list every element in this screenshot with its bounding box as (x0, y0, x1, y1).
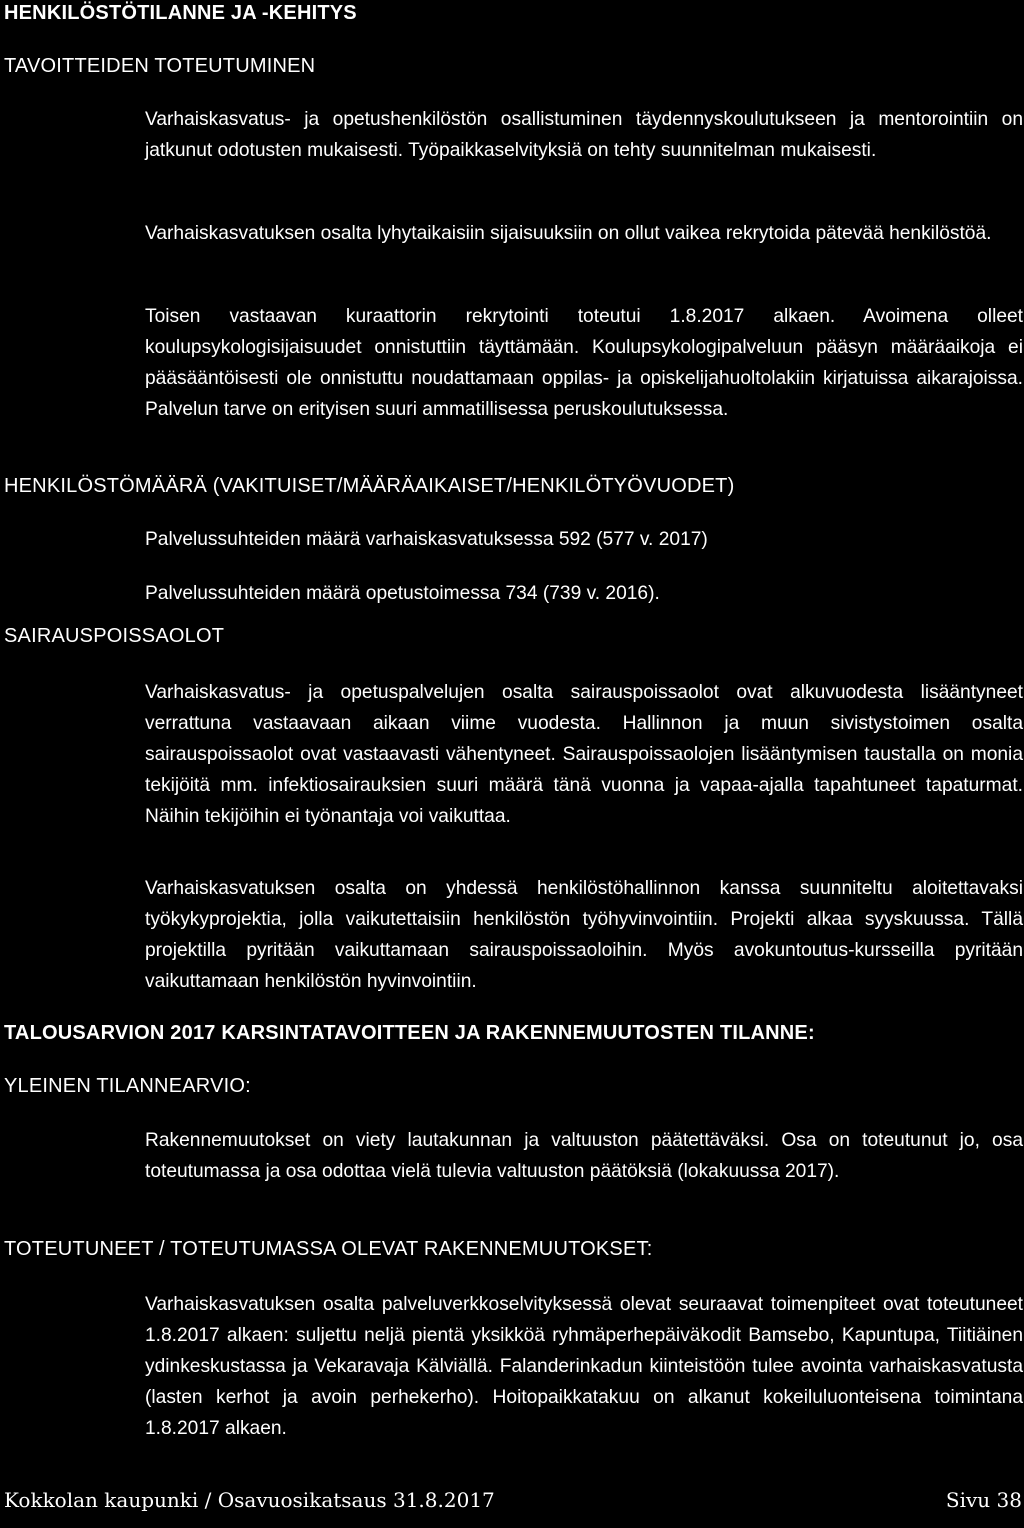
paragraph-goals-recruitment: Varhaiskasvatuksen osalta lyhytaikaisiin sijaisuuksiin on ollut vaikea rekrytoida pätevää henkilöstöä. (145, 223, 992, 244)
text-headcount-early-education: Palvelussuhteiden määrä varhaiskasvatuksessa 592 (577 v. 2017) (145, 529, 708, 550)
heading-general-assessment: YLEINEN TILANNEARVIO: (4, 1075, 251, 1097)
paragraph-realized-changes: Varhaiskasvatuksen osalta palveluverkkoselvityksessä olevat seuraavat toimenpiteet ovat toteutuneet 1.8.2017 alkaen: suljettu neljä pientä yksikköä ryhmäperhepäiväkodit Bamsebo, Kapuntupa, Tiitiäinen ydinkeskustassa ja Vekaravaja Kälviällä. Falanderinkadun kiinteistöön tulee avointa varhaiskasvatusta (lasten kerhot ja avoin perhekerho). Hoitopaikkatakuu on alkanut kokeiluluonteisena toimintana 1.8.2017 alkaen. (145, 1294, 1023, 1439)
paragraph-sick-leave-trend: Varhaiskasvatus- ja opetuspalvelujen osalta sairauspoissaolot ovat alkuvuodesta lisääntyneet verrattuna vastaavaan aikaan viime vuodesta. Hallinnon ja muun sivistystoimen osalta sairauspoissaolot ovat vastaavasti vähentyneet. Sairauspoissaolojen lisääntymisen taustalla on monia tekijöitä mm. infektiosairauksien suuri määrä tänä vuonna ja vapaa-ajalla tapahtuneet tapaturmat. Näihin tekijöihin ei työnantaja voi vaikuttaa. (145, 682, 1023, 827)
paragraph-general-assessment: Rakennemuutokset on viety lautakunnan ja valtuuston päätettäväksi. Osa on toteutunut jo, osa toteutumassa ja osa odottaa vielä tulevia valtuuston päätöksiä (lokakuussa 2017). (145, 1130, 1023, 1182)
heading-goals: TAVOITTEIDEN TOTEUTUMINEN (4, 55, 316, 77)
heading-realized-changes: TOTEUTUNEET / TOTEUTUMASSA OLEVAT RAKENNEMUUTOKSET: (4, 1238, 653, 1260)
heading-sick-leave: SAIRAUSPOISSAOLOT (4, 625, 225, 647)
footer-document-title: Kokkolan kaupunki / Osavuosikatsaus 31.8.2017 (4, 1488, 495, 1512)
text-headcount-education: Palvelussuhteiden määrä opetustoimessa 734 (739 v. 2016). (145, 583, 660, 604)
heading-headcount: HENKILÖSTÖMÄÄRÄ (VAKITUISET/MÄÄRÄAIKAISET/HENKILÖTYÖVUODET) (4, 475, 735, 497)
paragraph-sick-leave-project: Varhaiskasvatuksen osalta on yhdessä henkilöstöhallinnon kanssa suunniteltu aloitettavaksi työkykyprojektia, jolla vaikutettaisiin henkilöstön työhyvinvointiin. Projekti alkaa syyskuussa. Tällä projektilla pyritään vaikuttamaan sairauspoissaoloihin. Myös avokuntoutus-kursseilla pyritään vaikuttamaan henkilöstön hyvinvointiin. (145, 878, 1023, 992)
heading-staff-situation: HENKILÖSTÖTILANNE JA -KEHITYS (4, 2, 357, 24)
heading-budget-2017: TALOUSARVION 2017 KARSINTATAVOITTEEN JA RAKENNEMUUTOSTEN TILANNE: (4, 1022, 815, 1044)
paragraph-goals-psychologists: Toisen vastaavan kuraattorin rekrytointi toteutui 1.8.2017 alkaen. Avoimena olleet koulupsykologisijaisuudet onnistuttiin täyttämään. Koulupsykologipalveluun pääsyn määräaikoja ei pääsääntöisesti ole onnistuttu noudattamaan oppilas- ja opiskelijahuoltolakiin kirjatuissa aikarajoissa. Palvelun tarve on erityisen suuri ammatillisessa peruskoulutuksessa. (145, 306, 1023, 420)
paragraph-goals-training: Varhaiskasvatus- ja opetushenkilöstön osallistuminen täydennyskoulutukseen ja mentorointiin on jatkunut odotusten mukaisesti. Työpaikkaselvityksiä on tehty suunnitelman mukaisesti. (145, 109, 1023, 161)
footer-page-number: Sivu 38 (945, 1488, 1022, 1512)
